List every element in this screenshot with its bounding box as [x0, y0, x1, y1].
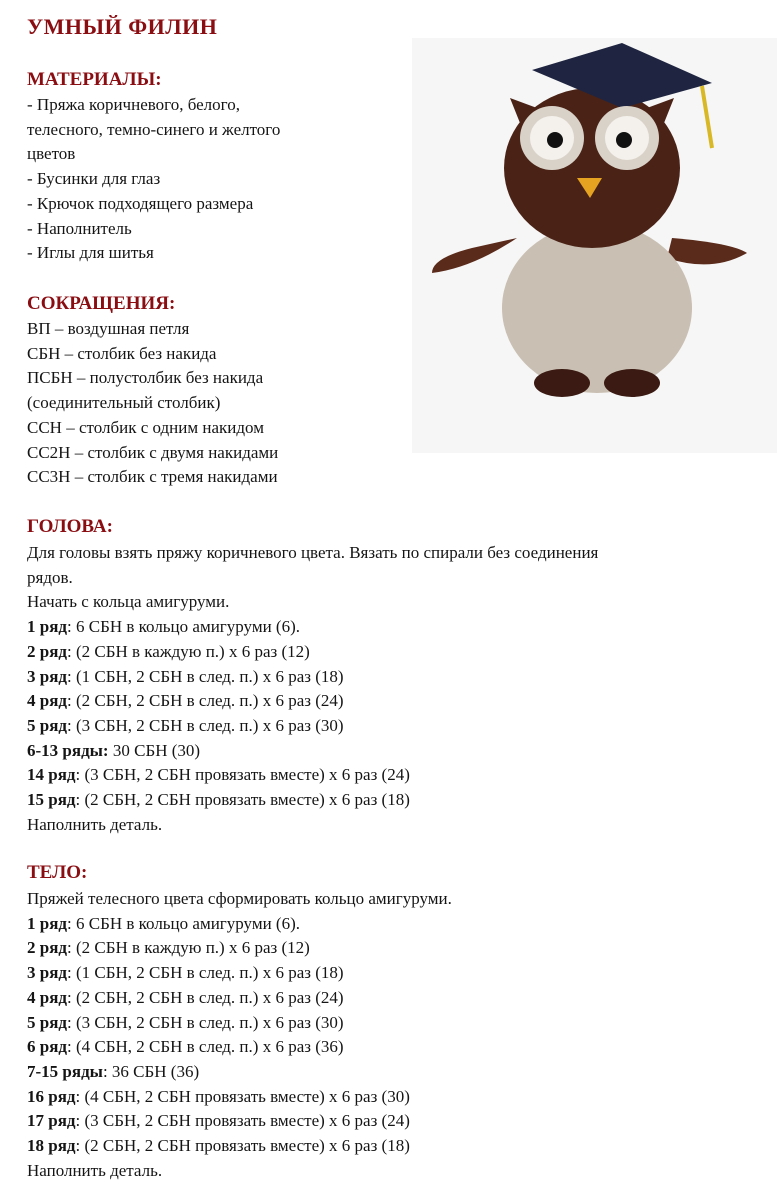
pattern-row	[27, 714, 598, 739]
list-item: (соединительный столбик)	[27, 393, 221, 413]
row-label: 2 ряд	[27, 938, 68, 958]
list-item: цветов	[27, 144, 76, 164]
row-text: 30 СБН (30)	[108, 740, 201, 760]
head-instructions	[27, 541, 598, 837]
row-label: 18 ряд	[27, 1136, 76, 1156]
row-text: : (4 СБН, 2 СБН провязать вместе) х 6 раз (30)	[75, 1086, 410, 1106]
row-label: 7-15 ряды	[27, 1061, 103, 1081]
list-item: - Крючок подходящего размера	[27, 193, 254, 213]
row-text: : (1 СБН, 2 СБН в след. п.) х 6 раз (18)	[67, 963, 344, 983]
list-item: ВП – воздушная петля	[27, 319, 190, 338]
row-text: : (2 СБН, 2 СБН в след. п.) х 6 раз (24)	[67, 987, 344, 1007]
pattern-row	[27, 739, 598, 764]
list-item: - Бусинки для глаз	[27, 169, 161, 189]
row-text: : 6 СБН в кольцо амигуруми (6).	[67, 913, 301, 933]
body-heading: ТЕЛО:	[27, 862, 88, 883]
row-text: : (2 СБН, 2 СБН провязать вместе) х 6 раз (18)	[75, 1136, 410, 1156]
body-instructions	[27, 887, 452, 1183]
row-text: : (2 СБН в каждую п.) х 6 раз (12)	[67, 938, 310, 958]
row-label: 5 ряд	[27, 1012, 68, 1032]
pattern-row	[27, 763, 598, 788]
pattern-row	[27, 1011, 452, 1036]
intro-line: Пряжей телесного цвета сформировать кольцо амигуруми.	[27, 889, 452, 908]
abbreviations-heading: СОКРАЩЕНИЯ:	[27, 293, 176, 314]
pattern-row	[27, 689, 598, 714]
row-label: 3 ряд	[27, 963, 68, 983]
row-label: 4 ряд	[27, 987, 68, 1007]
pattern-row	[27, 1134, 452, 1159]
intro-line: Для головы взять пряжу коричневого цвета. Вязать по спирали без соединения	[27, 543, 599, 562]
row-text: : (2 СБН, 2 СБН в след. п.) х 6 раз (24)	[67, 691, 344, 711]
pattern-row	[27, 1035, 452, 1060]
row-label: 3 ряд	[27, 666, 68, 686]
pattern-row	[27, 640, 598, 665]
row-label: 17 ряд	[27, 1111, 76, 1131]
row-label: 2 ряд	[27, 641, 68, 661]
pattern-row	[27, 1060, 452, 1085]
row-text: : (3 СБН, 2 СБН в след. п.) х 6 раз (30)	[67, 715, 344, 735]
row-label: 14 ряд	[27, 765, 76, 785]
materials-list	[27, 93, 280, 266]
pattern-row	[27, 986, 452, 1011]
pattern-row	[27, 912, 452, 937]
pattern-row	[27, 788, 598, 813]
list-item: СС3Н – столбик с тремя накидами	[27, 467, 278, 487]
pattern-row	[27, 1109, 452, 1134]
row-label: 5 ряд	[27, 715, 68, 735]
head-heading: ГОЛОВА:	[27, 516, 113, 537]
row-text: : 36 СБН (36)	[102, 1061, 200, 1081]
outro-line: Наполнить деталь.	[27, 814, 163, 834]
intro-line: рядов.	[27, 567, 73, 587]
row-text: : (2 СБН в каждую п.) х 6 раз (12)	[67, 641, 310, 661]
row-text: : (4 СБН, 2 СБН в след. п.) х 6 раз (36)	[67, 1037, 344, 1057]
list-item: - Иглы для шитья	[27, 243, 154, 263]
list-item: - Пряжа коричневого, белого,	[27, 95, 240, 114]
row-text: : (1 СБН, 2 СБН в след. п.) х 6 раз (18)	[67, 666, 344, 686]
row-label: 1 ряд	[27, 913, 68, 933]
row-label: 16 ряд	[27, 1086, 76, 1106]
pattern-row	[27, 615, 598, 640]
row-text: : (3 СБН, 2 СБН в след. п.) х 6 раз (30)	[67, 1012, 344, 1032]
list-item: телесного, темно-синего и желтого	[27, 119, 281, 139]
row-label: 6 ряд	[27, 1037, 68, 1057]
list-item: СБН – столбик без накида	[27, 343, 217, 363]
materials-heading: МАТЕРИАЛЫ:	[27, 69, 162, 90]
pattern-row	[27, 1085, 452, 1110]
page-title: УМНЫЙ ФИЛИН	[27, 14, 218, 39]
row-text: : 6 СБН в кольцо амигуруми (6).	[67, 617, 301, 637]
pattern-row	[27, 665, 598, 690]
row-label: 15 ряд	[27, 790, 76, 810]
row-text: : (3 СБН, 2 СБН провязать вместе) х 6 раз (24)	[75, 765, 410, 785]
row-text: : (2 СБН, 2 СБН провязать вместе) х 6 раз (18)	[75, 790, 410, 810]
outro-line: Наполнить деталь.	[27, 1160, 163, 1180]
abbreviations-list	[27, 317, 278, 490]
row-label: 4 ряд	[27, 691, 68, 711]
list-item: - Наполнитель	[27, 218, 132, 238]
row-label: 1 ряд	[27, 617, 68, 637]
pattern-row	[27, 961, 452, 986]
row-label: 6-13 ряды:	[27, 740, 109, 760]
row-text: : (3 СБН, 2 СБН провязать вместе) х 6 раз (24)	[75, 1111, 410, 1131]
pattern-row	[27, 936, 452, 961]
list-item: СС2Н – столбик с двумя накидами	[27, 442, 279, 462]
list-item: ПСБН – полустолбик без накида	[27, 368, 264, 388]
crochet-owl-image	[412, 38, 777, 453]
list-item: ССН – столбик с одним накидом	[27, 417, 264, 437]
intro-line: Начать с кольца амигуруми.	[27, 592, 230, 612]
owl-photo	[412, 38, 777, 453]
